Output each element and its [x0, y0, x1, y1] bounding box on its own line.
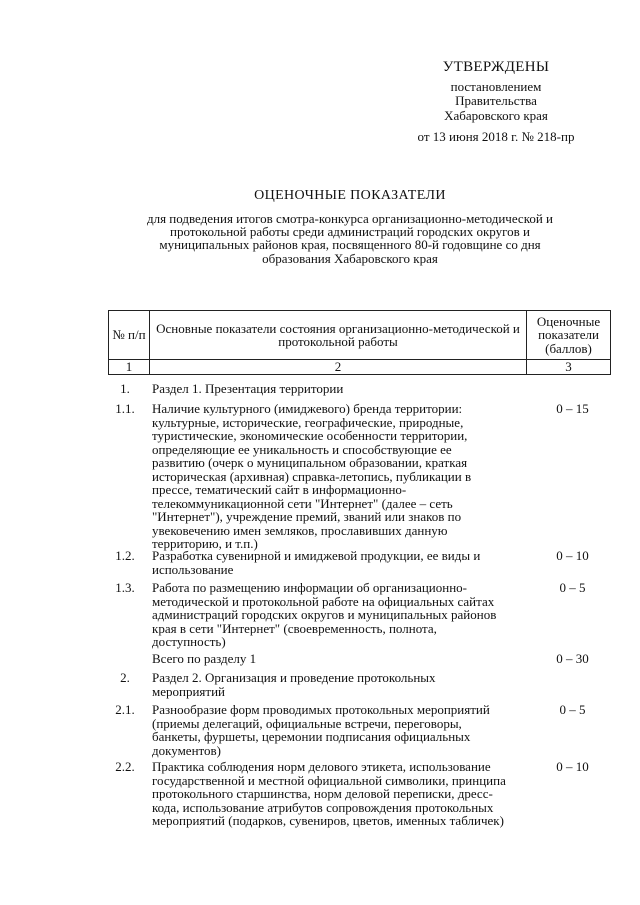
- document-subtitle: для подведения итогов смотра-конкурса организационно-методической и протокольной работы среди администраций городских округов и муниципальных районов края, посвященного 80-й годовщине со дня образования Хабаровского края: [146, 211, 554, 266]
- document-title: ОЦЕНОЧНЫЕ ПОКАЗАТЕЛИ: [254, 188, 446, 203]
- row-text: Разработка сувенирной и имиджевой продукции, ее виды и использование: [152, 548, 481, 577]
- row-number: 2.1.: [115, 702, 135, 717]
- header-scores: Оценочные показатели (баллов): [527, 311, 611, 360]
- row-score: 0 – 10: [556, 548, 589, 563]
- row-score: 0 – 5: [559, 702, 586, 717]
- row-text: Всего по разделу 1: [152, 651, 257, 666]
- row-number: 1.: [120, 381, 130, 396]
- column-number-1: 1: [109, 360, 150, 375]
- row-number: 1.1.: [115, 401, 135, 416]
- approval-date: от 13 июня 2018 г. № 218-пр: [417, 128, 575, 144]
- row-text: Разнообразие форм проводимых протокольных мероприятий (приемы делегаций, официальные встречи, переговоры, банкеты, фуршеты, церемонии подписания официальных документов): [152, 702, 490, 758]
- row-number: 2.: [120, 670, 130, 685]
- header-number: № п/п: [109, 311, 150, 360]
- column-number-3: 3: [527, 360, 611, 375]
- row-text: Наличие культурного (имиджевого) бренда территории: культурные, исторические, географические, природные, туристические, экономические особенности территории, определяющие ее уникальность и способствующие ее развитию (очерк о муниципальном образовании, краткая историческая (архивная) справка-летопись, публикации в прессе, тематический сайт в информационно-телекоммуникационной сети "Интернет" (далее – сеть "Интернет"), учреждение премий, званий или знаков по увековечению имен земляков, прославивших данную территорию, и т.п.): [152, 401, 472, 551]
- row-score: 0 – 30: [556, 651, 589, 666]
- approval-line-3: Хабаровского края: [444, 107, 548, 123]
- row-text: Раздел 1. Презентация территории: [152, 381, 344, 396]
- approval-line-2: Правительства: [455, 93, 537, 109]
- approval-stamp: [380, 60, 612, 144]
- row-score: 0 – 5: [559, 580, 586, 595]
- row-number: 1.3.: [115, 580, 135, 595]
- row-text: Работа по размещению информации об организационно-методической и протокольной работе на официальных сайтах администраций городских округов и муниципальных районов края в сети "Интернет" (своевременность, полнота, доступность): [152, 580, 497, 649]
- row-score: 0 – 15: [556, 401, 589, 416]
- row-number: 1.2.: [115, 548, 135, 563]
- document-title-block: [130, 188, 570, 265]
- row-text: Раздел 2. Организация и проведение протокольных мероприятий: [152, 670, 436, 699]
- header-indicators: Основные показатели состояния организационно-методической и протокольной работы: [150, 311, 527, 360]
- approval-heading: УТВЕРЖДЕНЫ: [442, 59, 550, 75]
- column-number-2: 2: [150, 360, 527, 375]
- table-header: [108, 310, 611, 375]
- row-score: 0 – 10: [556, 759, 589, 774]
- row-text: Практика соблюдения норм делового этикета, использование государственной и местной официальной символики, принципа протокольного старшинства, норм деловой переписки, дресс-кода, использование атрибутов сопровождения протокольных мероприятий (подарков, сувениров, цветов, именных табличек): [152, 759, 506, 828]
- row-number: 2.2.: [115, 759, 135, 774]
- approval-line-1: постановлением: [450, 79, 542, 95]
